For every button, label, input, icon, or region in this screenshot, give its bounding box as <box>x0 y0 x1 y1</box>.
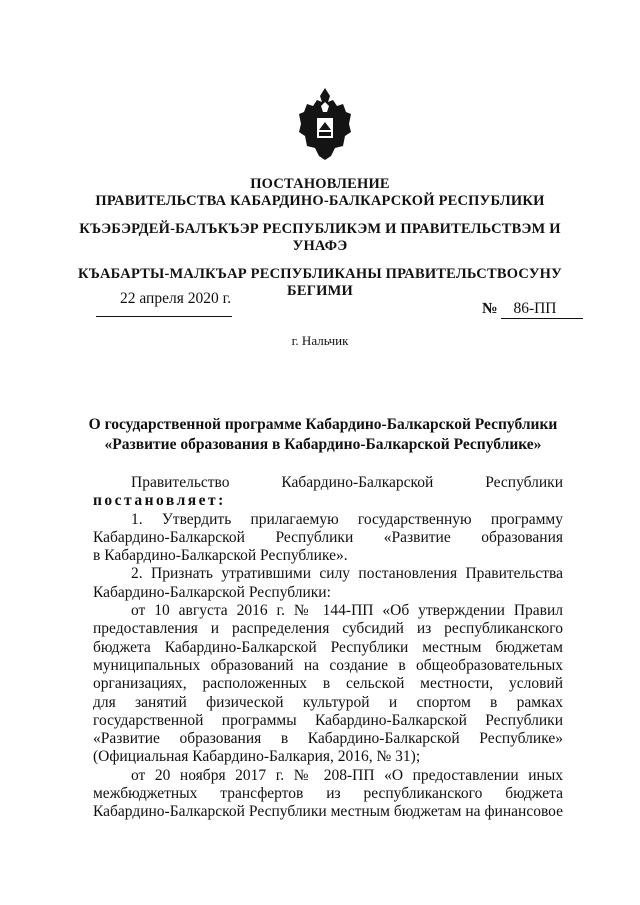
body-line: Кабардино-Балкарской Республики «Развитие образования <box>93 528 563 546</box>
document-body <box>93 474 563 822</box>
body-line: от 20 ноября 2017 г. № 208-ПП «О предоставлении иных <box>131 766 563 784</box>
document-number <box>482 300 583 319</box>
body-line: организациях, расположенных в сельской местности, условий <box>93 675 563 693</box>
body-line: государственной программы Кабардино-Балкарской Республики <box>93 711 563 729</box>
city-name: г. Нальчик <box>291 333 349 348</box>
date-underline <box>96 316 232 317</box>
document-title <box>70 415 576 455</box>
body-line: предоставления и распределения субсидий из республиканского <box>93 620 563 638</box>
kabardian-heading-line1: КЪЭБЭРДЕЙ-БАЛЪКЪЭР РЕСПУБЛИКЭМ И ПРАВИТЕЛЬСТВЭМ И <box>79 221 561 237</box>
body-line: для занятий физической культурой и спортом в рамках <box>93 693 563 711</box>
body-line: 2. Признать утратившими силу постановления Правительства <box>131 565 563 583</box>
title-line: О государственной программе Кабардино-Балкарской Республики <box>88 416 558 433</box>
body-line: Правительство Кабардино-Балкарской Республики <box>131 474 563 491</box>
kabardian-heading-line2: УНАФЭ <box>292 238 348 254</box>
body-line: межбюджетных трансфертов из республиканского бюджета <box>93 785 563 803</box>
doc-type-heading: ПОСТАНОВЛЕНИЕ <box>250 176 390 192</box>
body-line: 1. Утвердить прилагаемую государственную программу <box>131 510 563 528</box>
body-line: Кабардино-Балкарской Республики: <box>93 583 331 601</box>
title-line: «Развитие образования в Кабардино-Балкарской Республике» <box>104 436 542 453</box>
body-line: в Кабардино-Балкарской Республике». <box>93 547 348 565</box>
balkar-heading-line1: КЪАБАРТЫ-МАЛКЪАР РЕСПУБЛИКАНЫ ПРАВИТЕЛЬСТВОСУНУ <box>78 266 562 282</box>
body-line-emphasis: постановляет: <box>93 492 226 510</box>
body-line: бюджета Кабардино-Балкарской Республики местным бюджетам <box>93 638 563 656</box>
number-label: № <box>482 300 498 317</box>
document-date: 22 апреля 2020 г. <box>120 290 232 307</box>
balkar-heading-line2: БЕГИМИ <box>287 283 353 299</box>
body-line: муниципальных образований на создание в общеобразовательных <box>93 656 563 674</box>
body-line: Кабардино-Балкарской Республики местным бюджетам на финансовое <box>93 803 563 821</box>
number-value: 86-ПП <box>501 300 583 319</box>
issuer-heading: ПРАВИТЕЛЬСТВА КАБАРДИНО-БАЛКАРСКОЙ РЕСПУБЛИКИ <box>95 193 545 209</box>
body-line: от 10 августа 2016 г. № 144-ПП «Об утверждении Правил <box>131 602 563 620</box>
coat-of-arms-emblem <box>297 84 353 164</box>
body-line: (Официальная Кабардино-Балкария, 2016, № 31); <box>93 748 421 766</box>
body-line: «Развитие образования в Кабардино-Балкарской Республике» <box>93 730 563 748</box>
